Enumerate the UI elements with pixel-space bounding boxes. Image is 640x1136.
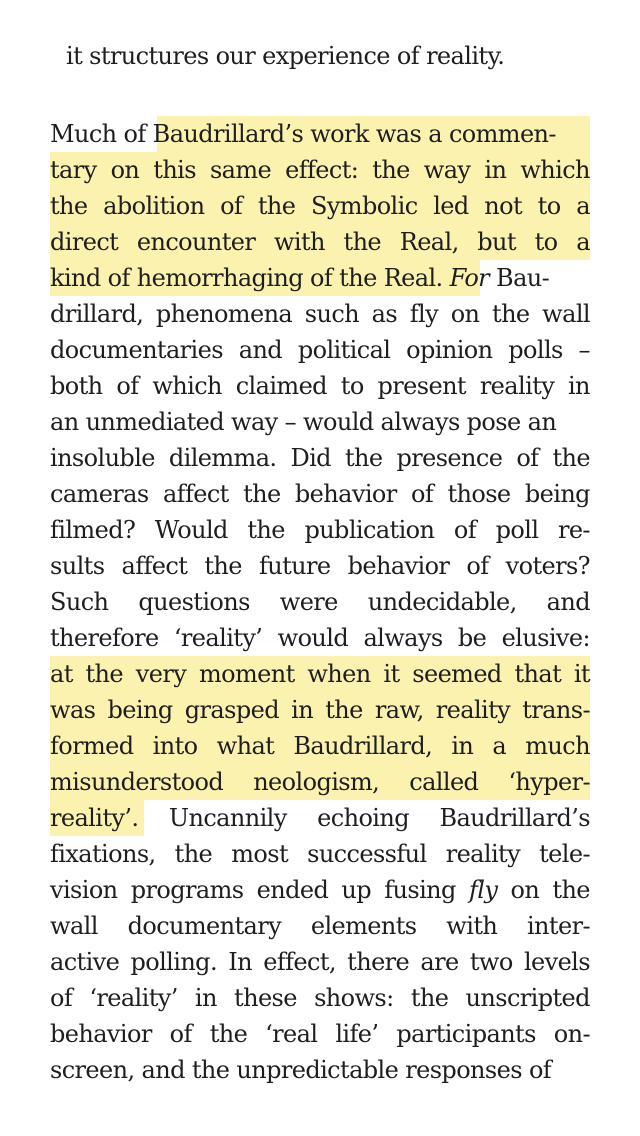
text-line <box>50 656 590 692</box>
word: opinion <box>406 336 493 364</box>
word: behavior <box>347 552 450 580</box>
word: the <box>372 156 410 184</box>
text-line <box>50 800 590 836</box>
word: on- <box>553 1020 590 1048</box>
word: Baudrillard’s <box>439 804 590 832</box>
word: of <box>516 444 539 472</box>
word: reality <box>435 696 511 724</box>
word: the <box>410 984 449 1012</box>
word: unpredictable <box>236 1056 399 1084</box>
word: very <box>135 660 187 688</box>
word: elusive: <box>501 624 590 652</box>
word: – <box>578 336 590 364</box>
word: behavior <box>294 480 397 508</box>
text-line <box>50 224 590 260</box>
word: publication <box>304 516 435 544</box>
word: both <box>50 372 103 400</box>
word: questions <box>138 588 250 616</box>
word: claimed <box>235 372 327 400</box>
word: way <box>231 408 278 436</box>
word: the <box>204 552 242 580</box>
word: the <box>191 1056 230 1084</box>
text-line <box>50 1052 590 1088</box>
word: commen- <box>448 120 556 148</box>
word: it <box>573 660 590 688</box>
word: inter- <box>526 912 590 940</box>
word: For <box>449 264 490 292</box>
word: drillard, <box>50 300 144 328</box>
word: the <box>552 444 590 472</box>
word: tary <box>50 156 97 184</box>
text-line <box>50 476 590 512</box>
word: raw, <box>374 696 424 724</box>
word: was <box>375 120 422 148</box>
word: sults <box>50 552 105 580</box>
word: phenomena <box>155 300 293 328</box>
word: ‘reality’ <box>173 624 263 652</box>
word: misunderstood <box>50 768 224 796</box>
word: those <box>447 480 511 508</box>
word: in <box>567 372 590 400</box>
text-line <box>50 548 590 584</box>
word: a <box>576 228 590 256</box>
word: participants <box>396 1020 536 1048</box>
word: elements <box>310 912 417 940</box>
word: on <box>110 156 140 184</box>
word: the <box>257 192 296 220</box>
word: but <box>477 228 516 256</box>
word: Would <box>154 516 228 544</box>
word: there <box>347 948 410 976</box>
word: to <box>534 228 558 256</box>
word: on <box>450 300 480 328</box>
word: Such <box>50 588 109 616</box>
text-line <box>50 620 590 656</box>
word: a <box>576 192 590 220</box>
word: to <box>340 372 364 400</box>
word: which <box>152 372 222 400</box>
word: echoing <box>317 804 409 832</box>
word: and <box>141 1056 185 1084</box>
text-line <box>50 152 590 188</box>
word: ‘real <box>265 1020 318 1048</box>
word: were <box>279 588 338 616</box>
word: in <box>194 984 217 1012</box>
word: cameras <box>50 480 149 508</box>
word: vision <box>50 876 118 904</box>
text-line <box>50 116 590 152</box>
word: Baudrillard, <box>293 732 433 760</box>
word: moment <box>198 660 295 688</box>
word: structures <box>89 42 209 70</box>
word: our <box>215 42 256 70</box>
word: fusing <box>384 876 456 904</box>
word: effect: <box>285 156 359 184</box>
text-line <box>50 836 590 872</box>
word: led <box>433 192 469 220</box>
word: at <box>50 660 73 688</box>
word: the <box>174 840 213 868</box>
text-line <box>50 512 590 548</box>
word: being <box>107 696 173 724</box>
word: undecidable, <box>367 588 517 616</box>
word: Symbolic <box>310 192 418 220</box>
word: Real, <box>399 228 459 256</box>
word: reality <box>445 840 521 868</box>
text-line <box>50 908 590 944</box>
word: of <box>107 264 130 292</box>
text-line <box>66 38 590 74</box>
word: kind <box>50 264 101 292</box>
word: re- <box>557 516 590 544</box>
word: being <box>524 480 590 508</box>
word: Did <box>290 444 331 472</box>
word: on <box>510 876 540 904</box>
word: it <box>66 42 83 70</box>
text-line <box>50 872 590 908</box>
word: the <box>85 660 124 688</box>
word: reality <box>479 372 555 400</box>
word: insoluble <box>50 444 155 472</box>
word: tele- <box>539 840 590 868</box>
word: the <box>552 876 590 904</box>
word: a <box>492 732 507 760</box>
word: an <box>50 408 79 436</box>
word: formed <box>50 732 134 760</box>
word: not <box>484 192 523 220</box>
word: abolition <box>103 192 205 220</box>
word: always <box>380 408 460 436</box>
word: levels <box>523 948 590 976</box>
word: work <box>310 120 369 148</box>
word: Bau- <box>496 264 550 292</box>
word: into <box>152 732 198 760</box>
word: of <box>50 984 73 1012</box>
word: of <box>123 120 146 148</box>
word: way <box>423 156 471 184</box>
word: of <box>169 1020 192 1048</box>
word: was <box>50 696 96 724</box>
word: Baudrillard’s <box>152 120 304 148</box>
word: presence <box>396 444 503 472</box>
word: poll <box>495 516 539 544</box>
word: when <box>307 660 371 688</box>
word: of <box>116 372 139 400</box>
text-line <box>50 440 590 476</box>
text-line <box>50 692 590 728</box>
word: shows: <box>314 984 394 1012</box>
word: it <box>383 660 400 688</box>
word: fixations, <box>50 840 156 868</box>
word: the <box>339 264 377 292</box>
word: affect <box>121 552 188 580</box>
word: the <box>343 228 382 256</box>
word: of <box>310 264 333 292</box>
word: responses <box>405 1056 522 1084</box>
word: wall <box>50 912 98 940</box>
word: Uncannily <box>168 804 287 832</box>
word: reality. <box>426 42 505 70</box>
word: two <box>469 948 513 976</box>
word: what <box>216 732 275 760</box>
word: would <box>303 408 374 436</box>
word: dilemma. <box>168 444 277 472</box>
word: affect <box>162 480 229 508</box>
word: seemed <box>412 660 502 688</box>
word: polls <box>508 336 563 364</box>
word: these <box>234 984 297 1012</box>
word: In <box>228 948 252 976</box>
word: are <box>420 948 459 976</box>
word: much <box>525 732 590 760</box>
word: of <box>453 516 477 544</box>
text-line <box>50 260 590 296</box>
word: always <box>363 624 443 652</box>
text-line <box>50 728 590 764</box>
word: to <box>537 192 561 220</box>
text-line <box>50 944 590 980</box>
word: such <box>304 300 360 328</box>
word: unscripted <box>465 984 590 1012</box>
text-line <box>50 368 590 404</box>
word: of <box>220 192 243 220</box>
word: encounter <box>136 228 256 256</box>
word: the <box>344 444 383 472</box>
word: up <box>341 876 372 904</box>
word: behavior <box>50 1020 152 1048</box>
word: most <box>231 840 289 868</box>
word: present <box>377 372 466 400</box>
word: wall <box>542 300 590 328</box>
word: ‘hyper- <box>508 768 590 796</box>
word: with <box>273 228 325 256</box>
word: this <box>153 156 196 184</box>
word: called <box>409 768 479 796</box>
word: the <box>492 300 530 328</box>
word: the <box>50 192 88 220</box>
word: hemorrhaging <box>136 264 304 292</box>
word: effect, <box>263 948 336 976</box>
word: unmediated <box>85 408 225 436</box>
word: as <box>371 300 398 328</box>
text-line <box>50 584 590 620</box>
word: fly <box>468 876 498 904</box>
word: in <box>484 156 507 184</box>
word: an <box>527 408 557 436</box>
word: ended <box>256 876 329 904</box>
word: the <box>243 480 281 508</box>
word: of <box>466 552 489 580</box>
word: – <box>284 408 297 436</box>
word: a <box>428 120 442 148</box>
word: of <box>528 1056 552 1084</box>
word: which <box>520 156 590 184</box>
text-line <box>50 980 590 1016</box>
word: polling. <box>130 948 217 976</box>
word: and <box>238 336 283 364</box>
word: direct <box>50 228 119 256</box>
word: of <box>396 42 420 70</box>
word: successful <box>307 840 427 868</box>
word: same <box>209 156 272 184</box>
word: of <box>410 480 434 508</box>
text-line <box>50 188 590 224</box>
word: pose <box>466 408 521 436</box>
text-line <box>50 332 590 368</box>
word: programs <box>130 876 244 904</box>
word: screen, <box>50 1056 135 1084</box>
word: documentaries <box>50 336 223 364</box>
word: would <box>277 624 349 652</box>
text-line <box>50 764 590 800</box>
word: grasped <box>184 696 279 724</box>
word: be <box>457 624 487 652</box>
word: the <box>325 696 363 724</box>
word: future <box>258 552 331 580</box>
word: the <box>209 1020 248 1048</box>
word: in <box>291 696 314 724</box>
word: active <box>50 948 120 976</box>
word: life’ <box>335 1020 379 1048</box>
word: experience <box>262 42 390 70</box>
word: and <box>546 588 590 616</box>
word: with <box>446 912 498 940</box>
word: fly <box>409 300 439 328</box>
word: therefore <box>50 624 159 652</box>
word: voters? <box>505 552 590 580</box>
text-line <box>50 1016 590 1052</box>
word: that <box>514 660 562 688</box>
word: trans- <box>522 696 590 724</box>
word: Much <box>50 120 117 148</box>
word: filmed? <box>50 516 136 544</box>
text-line <box>50 404 590 440</box>
word: reality’. <box>50 804 139 832</box>
text-line <box>50 296 590 332</box>
word: in <box>451 732 474 760</box>
word: ‘reality’ <box>89 984 178 1012</box>
word: documentary <box>127 912 282 940</box>
word: political <box>297 336 391 364</box>
word: neologism, <box>253 768 380 796</box>
word: the <box>247 516 285 544</box>
word: Real. <box>383 264 443 292</box>
